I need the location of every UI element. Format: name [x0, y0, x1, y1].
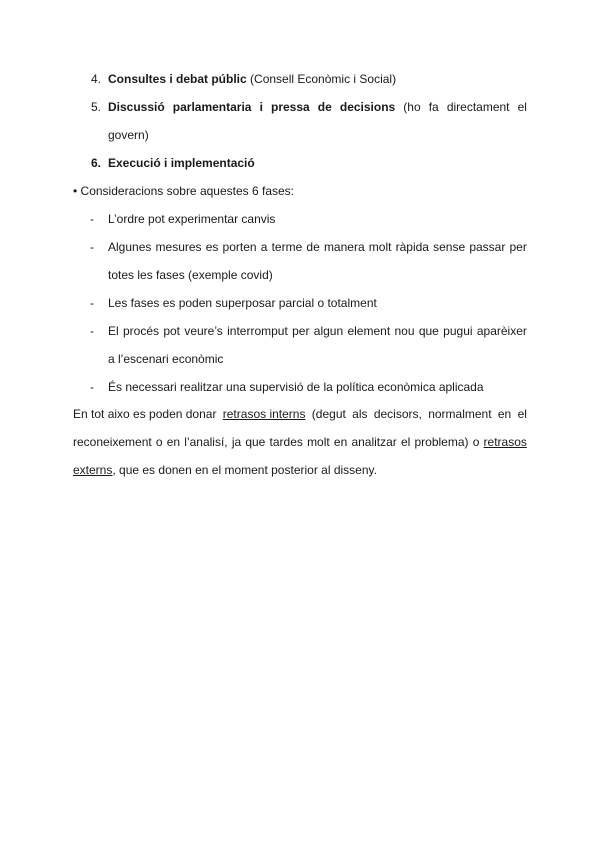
phase-5-title-w3: pressa: [270, 100, 310, 114]
consideration-item-1: L’ordre pot experimentar canvis: [108, 212, 276, 226]
consideration-item-2: [108, 240, 527, 254]
retrasos-interns-term: retrasos interns: [222, 407, 306, 421]
phase-5-number: 5.: [91, 100, 102, 114]
word: nou: [394, 324, 415, 338]
consideration-item-2-cont: totes les fases (exemple covid): [108, 268, 273, 282]
word: porten: [222, 240, 257, 254]
word: problema): [414, 435, 469, 449]
word: mesures: [155, 240, 202, 254]
word: o: [472, 435, 480, 449]
word: (degut: [311, 407, 346, 421]
word: ràpida: [395, 240, 429, 254]
dash-icon: -: [90, 212, 94, 226]
word: aparèixer: [476, 324, 527, 338]
word: passar: [469, 240, 506, 254]
word: Algunes: [108, 240, 152, 254]
phase-5-note-w2: directament: [446, 100, 510, 114]
phase-5-note-w1: fa: [428, 100, 439, 114]
word: per: [509, 240, 527, 254]
bullet-icon: •: [73, 184, 78, 198]
phase-5-note-w0: (ho: [403, 100, 421, 114]
word: ja: [231, 435, 242, 449]
word: analitzar: [351, 435, 397, 449]
word: molt: [368, 240, 392, 254]
word: manera: [323, 240, 365, 254]
word: l’analisí,: [184, 435, 228, 449]
considerations-heading: Consideracions sobre aquestes 6 fases:: [80, 184, 295, 198]
phase-5-title-w0: Discussió: [108, 100, 165, 114]
consideration-item-4-cont: a l’escenari econòmic: [108, 352, 224, 366]
word: normalment: [428, 407, 492, 421]
word: en: [333, 435, 348, 449]
word: als: [352, 407, 368, 421]
phase-4-number: 4.: [91, 72, 102, 86]
phase-5-title-w4: de: [317, 100, 332, 114]
word: pugui: [443, 324, 473, 338]
phase-4-line: [108, 72, 396, 86]
word: a: [260, 240, 268, 254]
retrasos-externs-term-part-1: retrasos: [483, 435, 527, 449]
word: reconeixement: [73, 435, 152, 449]
consideration-item-5: És necessari realitzar una supervisió de la política econòmica aplicada: [108, 380, 484, 394]
word: decisors,: [373, 407, 422, 421]
word: per: [292, 324, 310, 338]
word: interromput: [227, 324, 288, 338]
word: en: [497, 407, 512, 421]
considerations-heading-line: [73, 184, 294, 198]
phase-4-note: (Consell Econòmic i Social): [250, 72, 397, 86]
word: en: [166, 435, 181, 449]
dash-icon: -: [90, 296, 94, 310]
phase-6-title: Execució i implementació: [108, 156, 255, 170]
word: que: [418, 324, 439, 338]
phase-5-line: [108, 100, 527, 114]
word: algun: [313, 324, 344, 338]
phase-4-title: Consultes i debat públic: [108, 72, 247, 86]
closing-paragraph-line-2: [73, 435, 527, 449]
closing-text: En tot aixo es poden donar: [73, 407, 217, 421]
phase-6-number: 6.: [91, 156, 102, 170]
word: es: [205, 240, 219, 254]
word: El: [108, 324, 119, 338]
word: el: [400, 435, 411, 449]
word: molt: [307, 435, 330, 449]
consideration-item-3: Les fases es poden superposar parcial o totalment: [108, 296, 377, 310]
phase-5-title-w5: decisions: [339, 100, 396, 114]
consideration-item-4: [108, 324, 527, 338]
word: element: [347, 324, 391, 338]
word: sense: [433, 240, 466, 254]
word: de: [306, 240, 320, 254]
word: que: [245, 435, 266, 449]
word: o: [155, 435, 163, 449]
closing-text-end: , que es donen en el moment posterior al disseny.: [112, 463, 377, 477]
phase-5-note-cont: govern): [108, 128, 149, 142]
word: pot: [163, 324, 181, 338]
word: terme: [271, 240, 303, 254]
phase-5-title-w1: parlamentaria: [172, 100, 252, 114]
dash-icon: -: [90, 240, 94, 254]
dash-icon: -: [90, 324, 94, 338]
closing-paragraph-line-3: [73, 463, 377, 477]
phase-5-note-w3: el: [517, 100, 527, 114]
closing-paragraph-line-1: [73, 407, 527, 421]
phase-5-title-w2: i: [259, 100, 263, 114]
word: tardes: [269, 435, 303, 449]
word: procés: [122, 324, 160, 338]
word: veure’s: [184, 324, 223, 338]
retrasos-externs-term-part-2: externs: [73, 463, 113, 477]
word: el: [517, 407, 527, 421]
dash-icon: -: [90, 380, 94, 394]
